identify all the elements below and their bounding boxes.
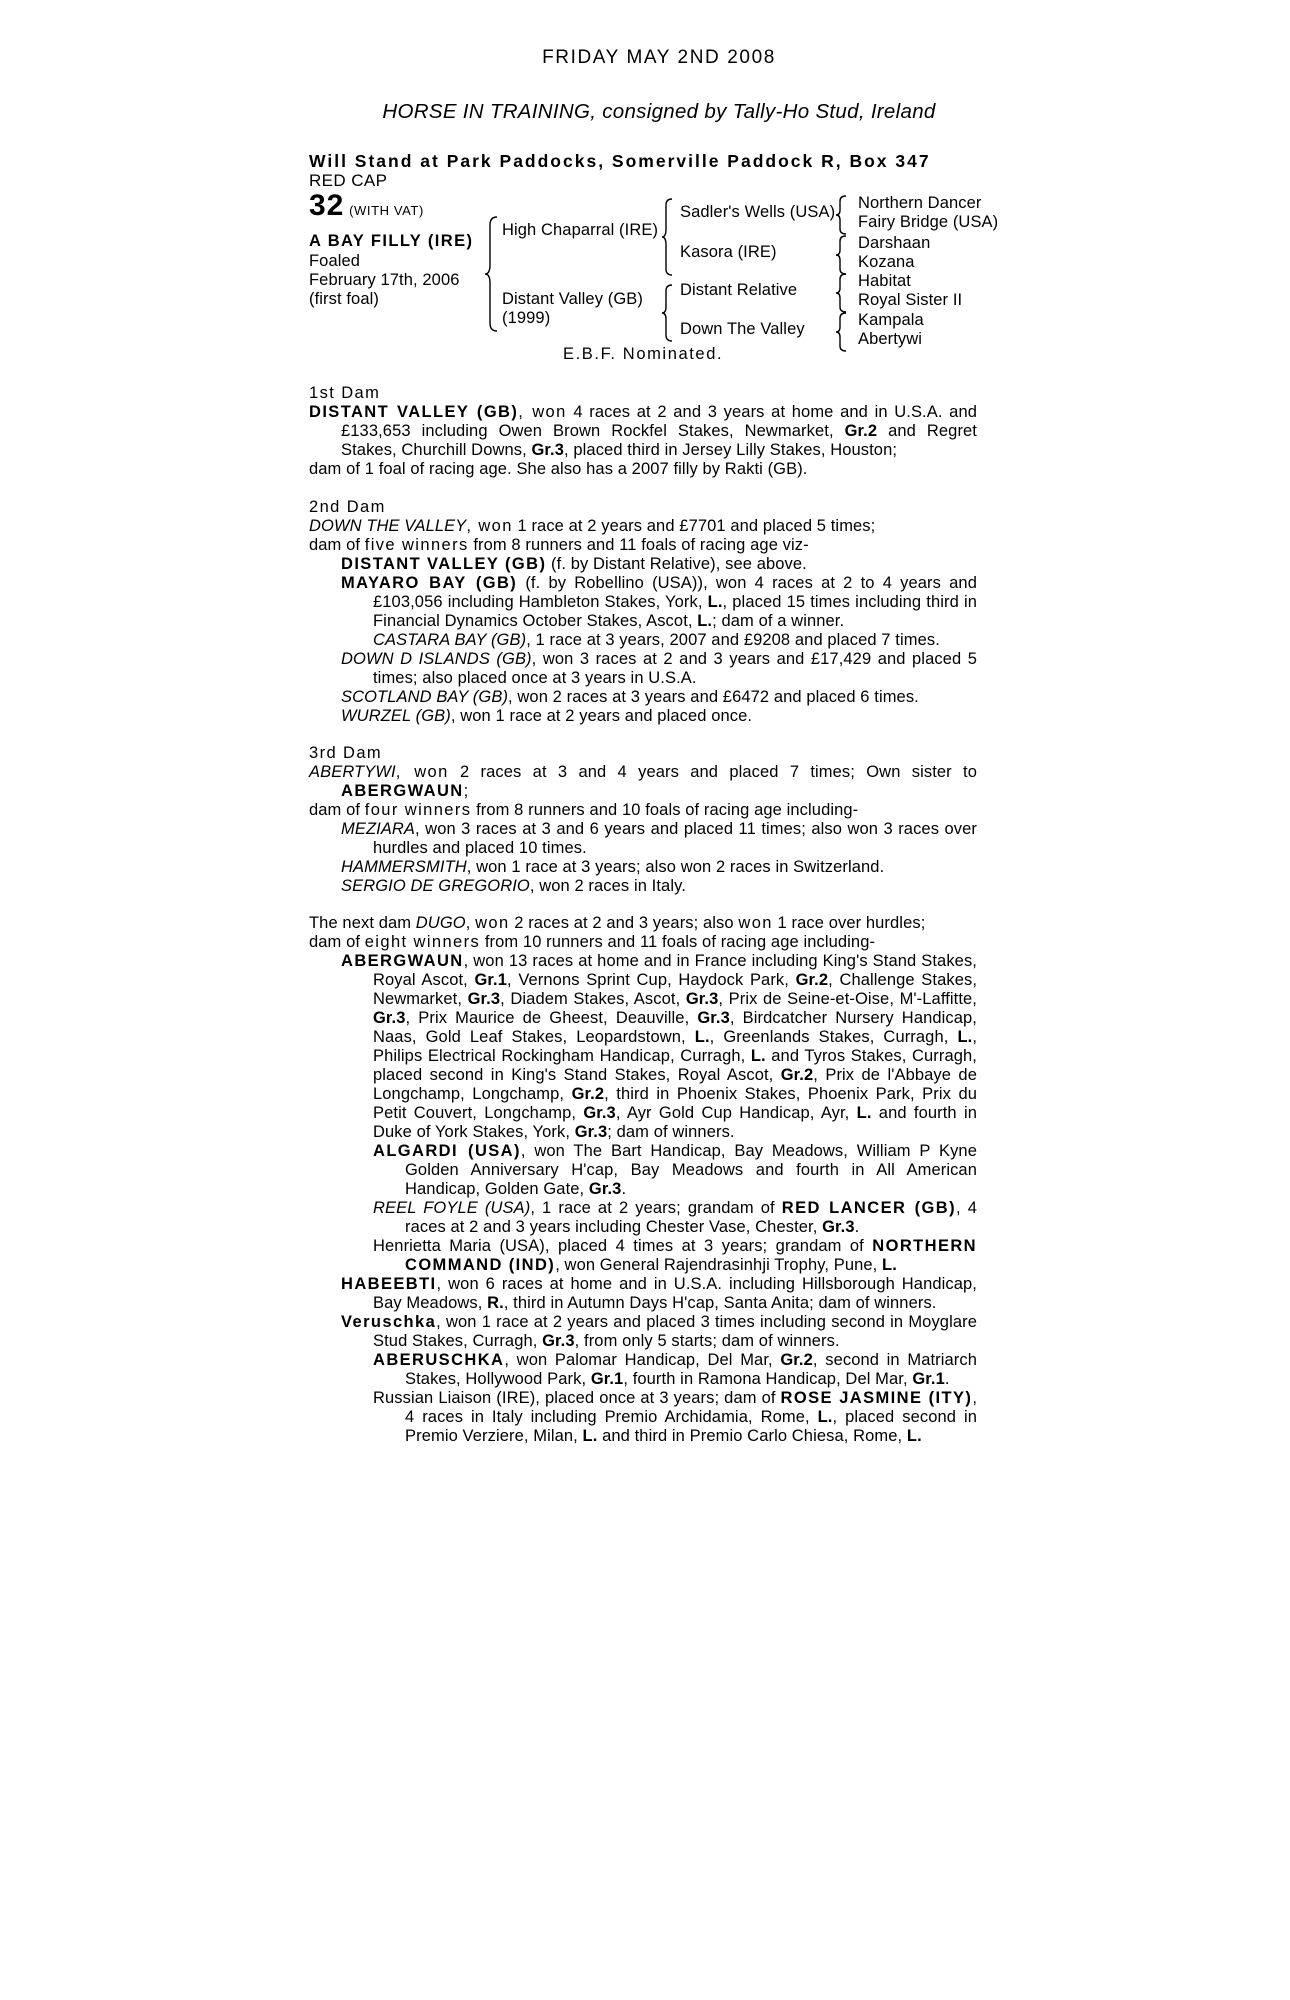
great-grandsire-8: Abertywi bbox=[858, 330, 923, 348]
great-grandsire-7: Kampala bbox=[858, 311, 924, 329]
foaled-label: Foaled bbox=[309, 252, 361, 270]
produce-down-d-islands: DOWN D ISLANDS (GB), won 3 races at 2 and 3 years and £17,429 and placed 5 times; also placed once at 3 years in U.S.A. bbox=[341, 650, 978, 687]
produce-veruschka: Veruschka, won 1 race at 2 years and placed 3 times including second in Moyglare Stud Stakes, Curragh, Gr.3, from only 5 starts; dam of winners. bbox=[341, 1313, 977, 1350]
sire: High Chaparral (IRE) bbox=[502, 221, 659, 239]
sire-dam: Kasora (IRE) bbox=[680, 243, 777, 261]
second-dam-heading: 2nd Dam bbox=[309, 498, 386, 516]
produce-hammersmith: HAMMERSMITH, won 1 race at 3 years; also won 2 races in Switzerland. bbox=[341, 858, 885, 876]
dam-year: (1999) bbox=[502, 309, 551, 327]
dam: Distant Valley (GB) bbox=[502, 290, 643, 308]
lot-number-value: 32 bbox=[309, 189, 345, 222]
produce-russian-liaison: Russian Liaison (IRE), placed once at 3 years; dam of ROSE JASMINE (ITY), 4 races in Italy including Premio Archidamia, Rome, L., placed second in Premio Verziere, Milan, L. and third in Premio Carlo Chiesa, Rome, L. bbox=[373, 1389, 978, 1445]
dam-sire: Distant Relative bbox=[680, 281, 798, 299]
next-dam-section bbox=[309, 914, 977, 1446]
next-dam-record: The next dam DUGO, won 2 races at 2 and 3 years; also won 1 race over hurdles; bbox=[309, 914, 926, 932]
produce-scotland-bay: SCOTLAND BAY (GB), won 2 races at 3 years and £6472 and placed 6 times. bbox=[341, 688, 919, 706]
great-grandsire-1: Northern Dancer bbox=[858, 194, 982, 212]
sale-date: FRIDAY MAY 2ND 2008 bbox=[542, 47, 776, 68]
consignment-line: HORSE IN TRAINING, consigned by Tally-Ho Stud, Ireland bbox=[382, 100, 936, 123]
pedigree-brace-sire bbox=[660, 197, 674, 277]
vat-note: (WITH VAT) bbox=[349, 203, 424, 218]
produce-distant-valley: DISTANT VALLEY (GB) (f. by Distant Relative), see above. bbox=[341, 555, 807, 573]
next-dam-produce: dam of eight winners from 10 runners and 11 foals of racing age including- bbox=[309, 933, 876, 951]
produce-habeebti: HABEEBTI, won 6 races at home and in U.S.A. including Hillsborough Handicap, Bay Meadows, R., third in Autumn Days H'cap, Santa Anita; dam of winners. bbox=[341, 1275, 977, 1312]
produce-castara-bay: CASTARA BAY (GB), 1 race at 3 years, 2007 and £9208 and placed 7 times. bbox=[373, 631, 940, 649]
ebf-nominated: E.B.F. Nominated. bbox=[563, 345, 724, 363]
great-grandsire-2: Fairy Bridge (USA) bbox=[858, 213, 999, 231]
stand-location: Will Stand at Park Paddocks, Somerville Paddock R, Box 347 bbox=[309, 151, 931, 171]
brace-g2 bbox=[834, 234, 848, 276]
first-dam-heading: 1st Dam bbox=[309, 384, 381, 402]
pedigree-brace-main bbox=[483, 215, 499, 333]
cap-colour: RED CAP bbox=[309, 171, 388, 190]
third-dam-produce: dam of four winners from 8 runners and 10 foals of racing age including- bbox=[309, 801, 859, 819]
lot-number bbox=[309, 189, 424, 222]
produce-wurzel: WURZEL (GB), won 1 race at 2 years and placed once. bbox=[341, 707, 753, 725]
first-dam-record: DISTANT VALLEY (GB), won 4 races at 2 and 3 years at home and in U.S.A. and £133,653 including Owen Brown Rockfel Stakes, Newmarket, Gr.2 and Regret Stakes, Churchill Downs, Gr.3, placed third in Jersey Lilly Stakes, Houston; bbox=[309, 403, 978, 459]
produce-henrietta-maria: Henrietta Maria (USA), placed 4 times at 3 years; grandam of NORTHERN COMMAND (IND), won General Rajendrasinhji Trophy, Pune, L. bbox=[373, 1237, 977, 1274]
brace-g1 bbox=[834, 194, 848, 236]
produce-abergwaun: ABERGWAUN, won 13 races at home and in France including King's Stand Stakes, Royal Ascot, Gr.1, Vernons Sprint Cup, Haydock Park, Gr.2, Challenge Stakes, Newmarket, Gr.3, Diadem Stakes, Ascot, Gr.3, Prix de Seine-et-Oise, M'-Laffitte, Gr.3, Prix Maurice de Gheest, Deauville, Gr.3, Birdcatcher Nursery Handicap, Naas, Gold Leaf Stakes, Leopardstown, L., Greenlands Stakes, Curragh, L., Philips Electrical Rockingham Handicap, Curragh, L. and Tyros Stakes, Curragh, placed second in King's Stand Stakes, Royal Ascot, Gr.2, Prix de l'Abbaye de Longchamp, Longchamp, Gr.2, third in Phoenix Stakes, Phoenix Park, Prix du Petit Couvert, Longchamp, Gr.3, Ayr Gold Cup Handicap, Ayr, L. and fourth in Duke of York Stakes, York, Gr.3; dam of winners. bbox=[341, 952, 978, 1141]
produce-algardi: ALGARDI (USA), won The Bart Handicap, Bay Meadows, William P Kyne Golden Anniversary H'cap, Bay Meadows and fourth in All American Handicap, Golden Gate, Gr.3. bbox=[373, 1142, 977, 1198]
pedigree-brace-dam bbox=[660, 283, 674, 343]
great-grandsire-6: Royal Sister II bbox=[858, 291, 963, 309]
great-grandsire-3: Darshaan bbox=[858, 234, 931, 252]
produce-mayaro-bay: MAYARO BAY (GB) (f. by Robellino (USA)), won 4 races at 2 to 4 years and £103,056 including Hambleton Stakes, York, L., placed 15 times including third in Financial Dynamics October Stakes, Ascot, L.; dam of a winner. bbox=[341, 574, 977, 630]
produce-meziara: MEZIARA, won 3 races at 3 and 6 years and placed 11 times; also won 3 races over hurdles and placed 10 times. bbox=[341, 820, 977, 857]
third-dam-record: ABERTYWI, won 2 races at 3 and 4 years and placed 7 times; Own sister to ABERGWAUN; bbox=[309, 763, 977, 800]
second-dam-record: DOWN THE VALLEY, won 1 race at 2 years and £7701 and placed 5 times; bbox=[309, 517, 876, 535]
produce-reel-foyle: REEL FOYLE (USA), 1 race at 2 years; grandam of RED LANCER (GB), 4 races at 2 and 3 years including Chester Vase, Chester, Gr.3. bbox=[373, 1199, 977, 1236]
sire-sire: Sadler's Wells (USA) bbox=[680, 203, 836, 221]
produce-aberuschka: ABERUSCHKA, won Palomar Handicap, Del Mar, Gr.2, second in Matriarch Stakes, Hollywood Park, Gr.1, fourth in Ramona Handicap, Del Mar, Gr.1. bbox=[373, 1351, 978, 1388]
first-dam-section bbox=[309, 384, 977, 479]
brace-g4 bbox=[834, 311, 848, 353]
third-dam-section bbox=[309, 744, 977, 896]
second-dam-section bbox=[309, 498, 977, 726]
produce-sergio-de-gregorio: SERGIO DE GREGORIO, won 2 races in Italy. bbox=[341, 877, 686, 895]
second-dam-produce: dam of five winners from 8 runners and 11 foals of racing age viz- bbox=[309, 536, 809, 554]
dam-dam: Down The Valley bbox=[680, 320, 805, 338]
lot-name: A BAY FILLY (IRE) bbox=[309, 232, 474, 250]
foaled-date: February 17th, 2006 bbox=[309, 271, 460, 289]
third-dam-heading: 3rd Dam bbox=[309, 744, 383, 762]
first-dam-produce: dam of 1 foal of racing age. She also has a 2007 filly by Rakti (GB). bbox=[309, 460, 808, 478]
great-grandsire-4: Kozana bbox=[858, 253, 915, 271]
great-grandsire-5: Habitat bbox=[858, 272, 911, 290]
brace-g3 bbox=[834, 272, 848, 314]
first-foal-note: (first foal) bbox=[309, 290, 379, 308]
